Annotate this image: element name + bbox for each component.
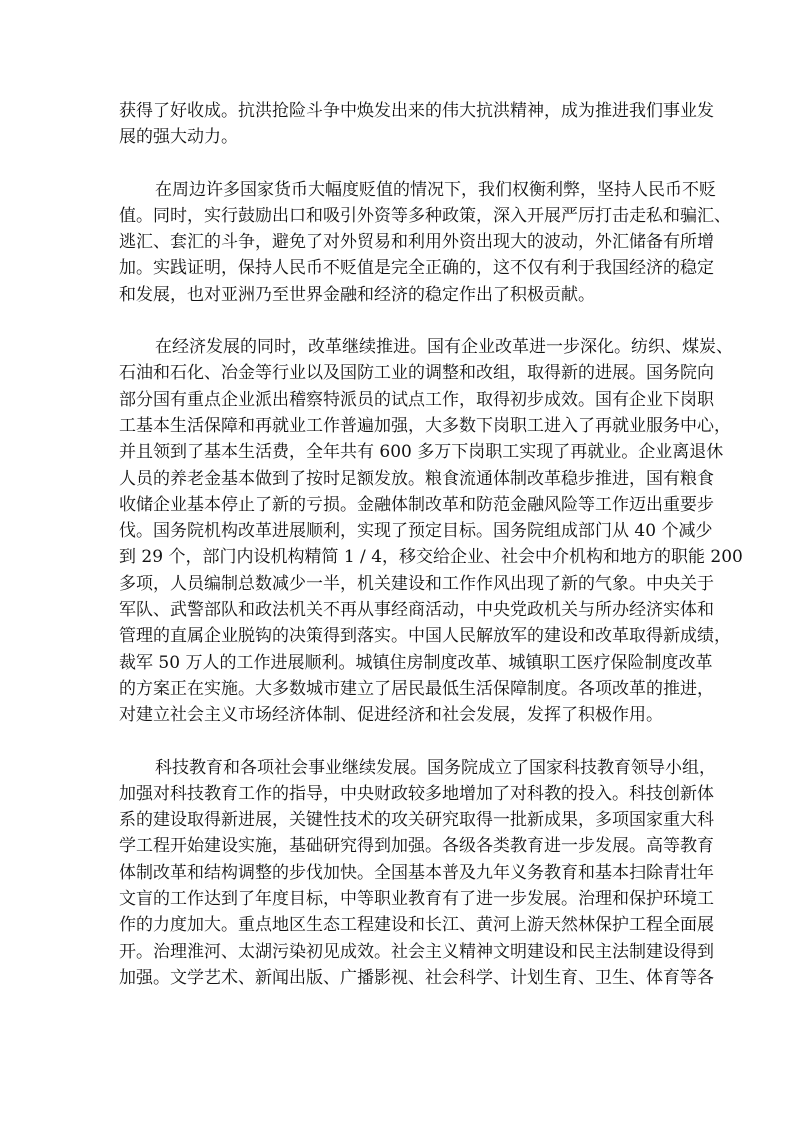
text-line: 多项，人员编制总数减少一半，机关建设和工作作风出现了新的气象。中央关于 [119,573,714,594]
text-line: 体制改革和结构调整的步伐加快。全国基本普及九年义务教育和基本扫除青壮年 [119,862,714,883]
text-line: 石油和石化、冶金等行业以及国防工业的调整和改组，取得新的进展。国务院向 [119,363,714,384]
text-line: 工基本生活保障和再就业工作普遍加强，大多数下岗职工进入了再就业服务中心， [119,415,731,436]
text-line: 科技教育和各项社会事业继续发展。国务院成立了国家科技教育领导小组， [155,757,716,778]
text-line: 逃汇、套汇的斗争，避免了对外贸易和利用外资出现大的波动，外汇储备有所增 [119,232,714,253]
paragraph-2 [119,177,731,308]
text-line: 加强。文学艺术、新闻出版、广播影视、社会科学、计划生育、卫生、体育等各 [119,967,714,988]
text-line: 的方案正在实施。大多数城市建立了居民最低生活保障制度。各项改革的推进， [119,678,714,699]
text-line: 文盲的工作达到了年度目标，中等职业教育有了进一步发展。治理和保护环境工 [119,889,714,910]
paragraph-4 [119,755,716,992]
document-body [119,98,743,1017]
text-line: 收储企业基本停止了新的亏损。金融体制改革和防范金融风险等工作迈出重要步 [119,494,714,515]
text-line: 获得了好收成。抗洪抢险斗争中焕发出来的伟大抗洪精神，成为推进我们事业发 [119,101,714,121]
text-line: 加强对科技教育工作的指导，中央财政较多地增加了对科教的投入。科技创新体 [119,783,714,804]
text-line: 展的强大动力。 [119,127,238,148]
text-line: 和发展，也对亚洲乃至世界金融和经济的稳定作出了积极贡献。 [119,284,595,305]
text-line: 部分国有重点企业派出稽察特派员的试点工作，取得初步成效。国有企业下岗职 [119,389,714,410]
text-line: 系的建设取得新进展，关键性技术的攻关研究取得一批新成果，多项国家重大科 [119,810,714,831]
text-line: 军队、武警部队和政法机关不再从事经商活动，中央党政机关与所办经济实体和 [119,600,714,621]
text-line: 并且领到了基本生活费，全年共有 600 多万下岗职工实现了再就业。企业离退休 [119,442,724,463]
text-line: 在经济发展的同时，改革继续推进。国有企业改革进一步深化。纺织、煤炭、 [155,337,733,358]
text-line: 人员的养老金基本做到了按时足额发放。粮食流通体制改革稳步推进，国有粮食 [119,468,714,489]
text-line: 伐。国务院机构改革进展顺利，实现了预定目标。国务院组成部门从 40 个减少 [119,521,713,542]
text-line: 管理的直属企业脱钩的决策得到落实。中国人民解放军的建设和改革取得新成绩， [119,626,731,647]
text-line: 开。治理淮河、太湖污染初见成效。社会主义精神文明建设和民主法制建设得到 [119,941,714,962]
text-line: 值。同时，实行鼓励出口和吸引外资等多种政策，深入开展严厉打击走私和骗汇、 [119,205,731,226]
text-line: 裁军 50 万人的工作进展顺利。城镇住房制度改革、城镇职工医疗保险制度改革 [119,652,713,673]
text-line: 学工程开始建设实施，基础研究得到加强。各级各类教育进一步发展。高等教育 [119,836,714,857]
text-line: 加。实践证明，保持人民币不贬值是完全正确的，这不仅有利于我国经济的稳定 [119,258,714,279]
paragraph-3 [119,334,743,728]
text-line: 作的力度加大。重点地区生态工程建设和长江、黄河上游天然林保护工程全面展 [119,915,714,936]
paragraph-1 [119,98,714,151]
text-line: 对建立社会主义市场经济体制、促进经济和社会发展，发挥了积极作用。 [119,705,663,726]
text-line: 到 29 个，部门内设机构精简 1 / 4，移交给企业、社会中介机构和地方的职能 200 [119,547,743,568]
text-line: 在周边许多国家货币大幅度贬值的情况下，我们权衡利弊，坚持人民币不贬 [155,179,716,200]
